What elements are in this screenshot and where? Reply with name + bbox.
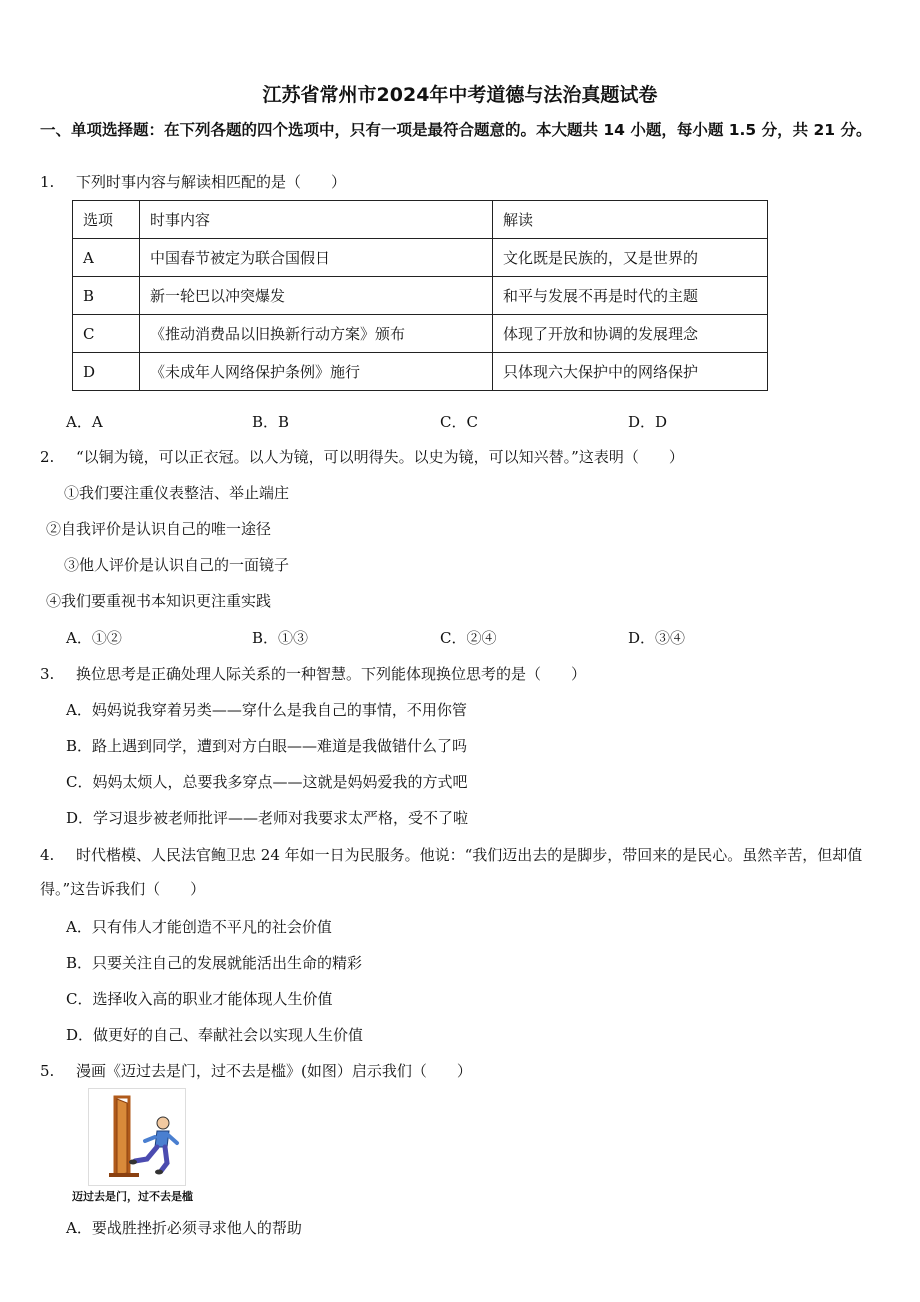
table-cell: 《未成年人网络保护条例》施行 [140, 353, 493, 391]
option-c[interactable]: C．C [440, 413, 478, 431]
question-stem: 下列时事内容与解读相匹配的是（ ） [76, 173, 347, 191]
question-3 [40, 664, 586, 684]
question-5 [40, 1061, 472, 1081]
option-a[interactable]: A．①② [66, 629, 122, 647]
table-row [73, 315, 768, 353]
option-b[interactable]: B．①③ [252, 629, 309, 647]
option-c[interactable]: C．妈妈太烦人，总要我多穿点——这就是妈妈爱我的方式吧 [66, 773, 468, 791]
question-number: 5. [40, 1062, 55, 1080]
table-cell: C [73, 315, 140, 353]
question-4 [40, 838, 880, 906]
table-cell: 新一轮巴以冲突爆发 [140, 277, 493, 315]
option-d[interactable]: D．做更好的自己、奉献社会以实现人生价值 [66, 1026, 364, 1044]
question-number: 1. [40, 173, 55, 191]
option-d[interactable]: D．③④ [628, 629, 686, 647]
table-header: 选项 [73, 201, 140, 239]
table-cell: 中国春节被定为联合国假日 [140, 239, 493, 277]
statement-3: ③他人评价是认识自己的一面镜子 [64, 556, 290, 574]
option-a[interactable]: A．要战胜挫折必须寻求他人的帮助 [66, 1219, 302, 1237]
table-cell: B [73, 277, 140, 315]
table-header-row [73, 201, 768, 239]
option-b[interactable]: B．只要关注自己的发展就能活出生命的精彩 [66, 954, 363, 972]
table-cell: 体现了开放和协调的发展理念 [493, 315, 768, 353]
statement-4: ④我们要重视书本知识更注重实践 [46, 592, 272, 610]
question-stem: “以铜为镜，可以正衣冠。以人为镜，可以明得失。以史为镜，可以知兴替。”这表明（ ） [76, 448, 684, 466]
option-b[interactable]: B．路上遇到同学，遭到对方白眼——难道是我做错什么了吗 [66, 737, 468, 755]
option-a[interactable]: A．A [66, 413, 103, 431]
question-number: 4. [40, 846, 55, 864]
table-cell: 和平与发展不再是时代的主题 [493, 277, 768, 315]
table-header: 解读 [493, 201, 768, 239]
question-stem: 漫画《迈过去是门，过不去是槛》(如图）启示我们（ ） [76, 1062, 472, 1080]
page-title: 江苏省常州市2024年中考道德与法治真题试卷 [262, 84, 658, 106]
option-d[interactable]: D．D [628, 413, 668, 431]
question-stem: 时代楷模、人民法官鲍卫忠 24 年如一日为民服务。他说：“我们迈出去的是脚步，带回来的是民心。虽然辛苦，但却值得。”这告诉我们（ ） [40, 846, 863, 898]
option-b[interactable]: B．B [252, 413, 290, 431]
table-row [73, 277, 768, 315]
table-cell: A [73, 239, 140, 277]
option-d[interactable]: D．学习退步被老师批评——老师对我要求太严格，受不了啦 [66, 809, 469, 827]
table-row [73, 239, 768, 277]
comic-illustration [88, 1088, 186, 1186]
table-row [73, 353, 768, 391]
table-cell: 文化既是民族的，又是世界的 [493, 239, 768, 277]
table-cell: D [73, 353, 140, 391]
statement-1: ①我们要注重仪表整洁、举止端庄 [64, 484, 290, 502]
table-cell: 《推动消费品以旧换新行动方案》颁布 [140, 315, 493, 353]
question-stem: 换位思考是正确处理人际关系的一种智慧。下列能体现换位思考的是（ ） [76, 665, 587, 683]
question-number: 2. [40, 448, 55, 466]
option-a[interactable]: A．只有伟人才能创造不平凡的社会价值 [66, 918, 332, 936]
question-1 [40, 172, 346, 192]
comic-caption: 迈过去是门，过不去是槛 [72, 1190, 193, 1203]
door-threshold-icon [89, 1089, 185, 1185]
q1-table [72, 200, 768, 391]
option-a[interactable]: A．妈妈说我穿着另类——穿什么是我自己的事情，不用你管 [66, 701, 467, 719]
table-header: 时事内容 [140, 201, 493, 239]
option-c[interactable]: C．②④ [440, 629, 497, 647]
question-number: 3. [40, 665, 55, 683]
section-heading: 一、单项选择题：在下列各题的四个选项中，只有一项是最符合题意的。本大题共 14 小题，每小题 1.5 分，共 21 分。 [40, 121, 872, 139]
question-2 [40, 447, 684, 467]
statement-2: ②自我评价是认识自己的唯一途径 [46, 520, 272, 538]
table-cell: 只体现六大保护中的网络保护 [493, 353, 768, 391]
option-c[interactable]: C．选择收入高的职业才能体现人生价值 [66, 990, 333, 1008]
